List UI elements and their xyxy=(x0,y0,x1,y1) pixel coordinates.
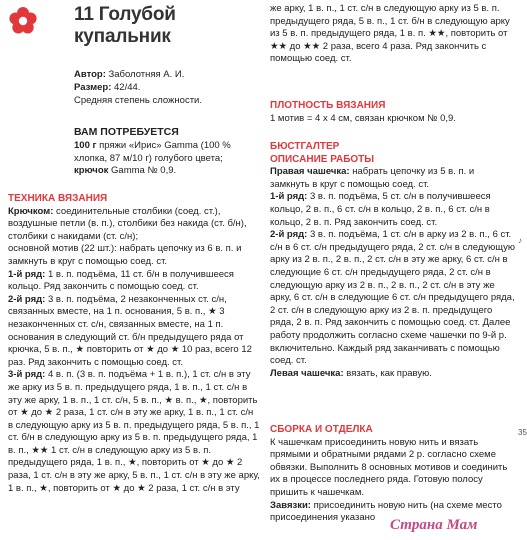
title-line-2: купальник xyxy=(74,26,171,47)
author-value: Заболотняя А. И. xyxy=(105,69,185,80)
work-description-heading: ОПИСАНИЕ РАБОТЫ xyxy=(270,153,375,165)
watermark-logo: Страна Мам xyxy=(390,517,478,533)
yarn-amount: 100 г xyxy=(74,140,97,151)
ties-label: Завязки: xyxy=(270,499,311,511)
bra-row2-label: 2-й ряд: xyxy=(270,229,308,241)
meta-block xyxy=(74,68,260,107)
bra-row1-text: 3 в. п. подъёма, 5 ст. с/н в получившееся кольцо, 2 в. п., 6 ст. с/н в кольцо, 2 в. п., 6 ст. с/н в кольцо, 2 в. п. Ряд закончить соед. ст. xyxy=(270,191,491,228)
size-value: 42/44. xyxy=(111,82,141,93)
hook-label: крючок xyxy=(74,165,109,177)
materials-heading: ВАМ ПОТРЕБУЕТСЯ xyxy=(74,126,179,138)
density-section xyxy=(270,100,516,125)
bra-heading: БЮСТГАЛТЕР xyxy=(270,141,340,152)
technique-section xyxy=(8,193,260,495)
size-label: Размер: xyxy=(74,82,112,93)
technique-p1-bold: Крючком: xyxy=(8,205,54,217)
side-mark-bottom: 35 xyxy=(518,428,527,437)
flower-logo-icon xyxy=(8,6,38,36)
row2-text: 3 в. п. подъёма, 2 незаконченных ст. с/н, связанных вместе, на 1 п. основания, 5 в. п., ★ 3 незаконченных ст. с/н, связанных вместе, на 1 п. основания в следующий ст. б/н предыдущего ряда от крючка, 5 в. п., ★ повторить от ★ до ★ 10 раз, всего 12 раз. Ряд закончить с помощью соед. ст. xyxy=(8,293,252,368)
yarn-text: пряжи «Ирис» Gamma (100 % хлопка, 87 м/10 г) голубого цвета; xyxy=(74,140,231,164)
technique-heading: ТЕХНИКА ВЯЗАНИЯ xyxy=(8,193,108,204)
bra-row1-label: 1-й ряд: xyxy=(270,191,308,203)
assembly-section xyxy=(270,424,516,525)
left-cup-text: вязать, как правую. xyxy=(343,367,432,379)
row3-text: 4 в. п. (3 в. п. подъёма + 1 в. п.), 1 ст. с/н в эту же арку из 5 в. п. предыдущего ряда, 1 в. п., 1 ст. с/н в эту же арку, 1 в. п., 1 ст. с/н, 5 в. п., ★ в. п., ★, повторить от ★ до ★ 2 раза, 1 ст. с/н в эту же арку, 1 в. п., 1 ст. с/н в следующую арку из 5 в. п. предыдущего ряда, 5 в. п., 1 ст. б/н в следующую арку из 5 в. п. предыдущего ряда, 1 в. п., ★★ 1 ст. с/н в следующую арку из 5 в. п. предыдущего ряда, 1 в. п., ★, повторить от ★ до ★ 2 раза, 1 ст. с/н в эту же арку, 5 в. п., 1 ст. с/н в эту же арку, 1 в. п., ★, повторить от ★ до ★ 2 раза, 1 ст. с/н в эту xyxy=(8,369,260,494)
row2-label: 2-й ряд: xyxy=(8,293,46,305)
continued-text: же арку, 1 в. п., 1 ст. с/н в следующую арку из 5 в. п. предыдущего ряда, 5 в. п., 1 ст. б/н в следующую арку из 5 в. п. предыдущего ряда, 1 в. п. ★★, повторить от ★★ до ★★ 2 раза, всего 4 раза. Ряд закончить с помощью соед. ст. xyxy=(270,3,510,65)
hook-text: Gamma № 0,9. xyxy=(108,165,177,177)
row1-text: 1 в. п. подъёма, 11 ст. б/н в получившееся кольцо. Ряд закончить с помощью соед. ст. xyxy=(8,268,234,293)
materials-text xyxy=(74,140,260,178)
density-text: 1 мотив = 4 х 4 см, связан крючком № 0,9. xyxy=(270,112,456,124)
assembly-heading: СБОРКА И ОТДЕЛКА xyxy=(270,424,373,435)
difficulty-text: Средняя степень сложности. xyxy=(74,95,202,106)
page-title xyxy=(74,4,176,48)
title-line-1: 11 Голубой xyxy=(74,4,176,25)
row1-label: 1-й ряд: xyxy=(8,268,46,280)
technique-p1-text: соединительные столбики (соед. ст.), воздушные петли (в. п.), столбики без накида (ст. б/н), столбики с накидами (ст. с/н); xyxy=(8,205,247,242)
left-cup-label: Левая чашечка: xyxy=(270,367,344,379)
right-cup-label: Правая чашечка: xyxy=(270,166,350,178)
assembly-text: К чашечкам присоединить новую нить и вязать прямыми и обратными рядами 2 р. согласно схеме обвязки. Выполнить 8 основных мотивов и соединить их в процессе последнего ряда. Готовую полосу пришить к чашечкам. xyxy=(270,436,508,498)
density-heading: ПЛОТНОСТЬ ВЯЗАНИЯ xyxy=(270,100,386,111)
right-cup-text: набрать цепочку из 5 в. п. и замкнуть в круг с помощью соед. ст. xyxy=(270,166,475,190)
bra-section xyxy=(270,141,516,380)
ties-text: присоединить новую нить (на схеме место присоединения указано xyxy=(270,499,502,524)
bra-row2-text: 3 в. п. подъёма, 1 ст. с/н в арку из 2 в. п., 6 ст. с/н в 6 ст. с/н предыдущего ряда, 2 ст. с/н в следующую арку из 2 в. п., 2 в. п., 2 ст. с/н в эту же арку, 6 ст. с/н в следующие 6 ст. с/н предыдущего ряда, 2 ст. с/н в следующую арку из 2 в. п., 2 в. п., 2 ст. с/н в эту же арку, 6 ст. с/н в следующие 6 ст. с/н предыдущего ряда, 2 ст. с/н в следующую арку из 2 в. п. предыдущего ряда, 2 в. п. Ряд закончить с помощью соед. ст. Далее работу продолжить согласно схеме чашечки по 9-й р. включительно. Каждый ряд заканчивать с помощью соед. ст. xyxy=(270,229,516,367)
side-mark-top: ♪ xyxy=(518,236,522,245)
author-label: Автор: xyxy=(74,69,106,80)
row3-label: 3-й ряд: xyxy=(8,369,46,381)
technique-p2: основной мотив (22 шт.): набрать цепочку из 6 в. п. и замкнуть в круг с помощью соед. ст. xyxy=(8,243,242,267)
